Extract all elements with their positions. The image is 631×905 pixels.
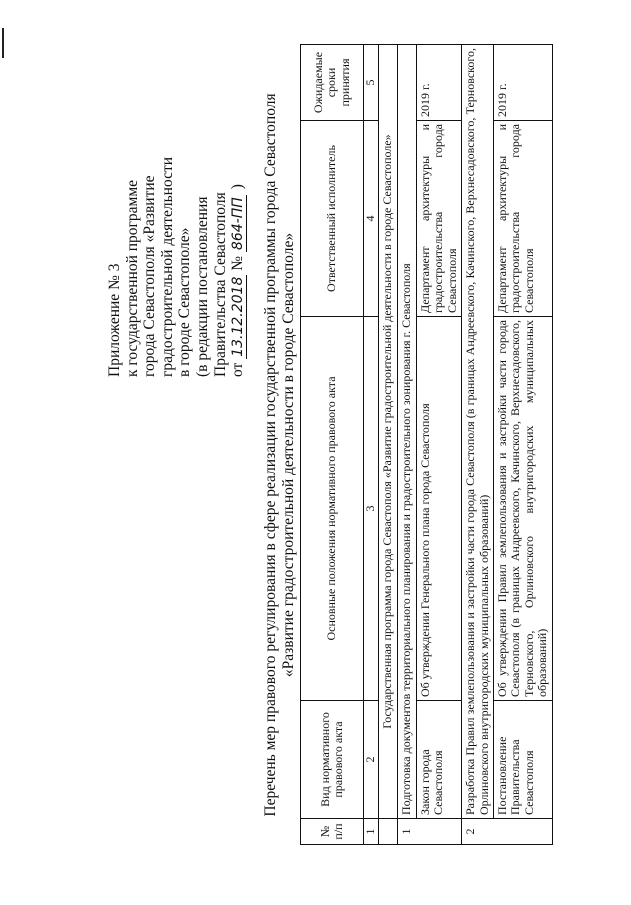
measures-table xyxy=(300,44,553,845)
section-1-act-provisions: Об утверждении Генерального плана города Севастополя xyxy=(417,317,462,701)
date-prefix: от xyxy=(229,362,247,377)
section-1-act-kind: Закон города Севастополя xyxy=(417,701,462,819)
section-2-row xyxy=(462,45,494,845)
section-1-act-terms: 2019 г. xyxy=(417,45,462,121)
section-2-title: Разработка Правил землепользования и застройки части города Севастополя (в границах Андреевского, Качинского, Верхнесадовского, Терновского, Орлиновского внутригородских муниципальных образований) xyxy=(462,45,494,819)
col-number-3: 3 xyxy=(364,317,379,701)
section-1-number: 1 xyxy=(398,819,462,845)
handwritten-date: 13.12.2018 xyxy=(230,276,247,357)
appendix-line-2: к государственной программе xyxy=(123,179,141,377)
handwritten-number: 864-ПП xyxy=(230,197,247,251)
section-2-number: 2 xyxy=(462,819,552,845)
col-number-1: 1 xyxy=(364,819,379,845)
section-2-act-terms: 2019 г. xyxy=(494,45,553,121)
title-line-1: Перечень мер правового регулирования в сфере реализации государственной программы города Севастополя xyxy=(262,93,279,817)
header-no: № п/п xyxy=(301,819,364,845)
col-number-5: 5 xyxy=(364,45,379,121)
appendix-line-5: в городе Севастополе» xyxy=(176,227,194,377)
section-2-act-executor: Департамент архитектуры и градостроительства города Севастополя xyxy=(494,121,553,317)
appendix-line-6: (в редакции постановления xyxy=(193,196,211,377)
section-2-act-kind: Постановление Правительства Севастополя xyxy=(494,701,553,819)
column-number-row xyxy=(364,45,379,845)
program-row-title: Государственная программа города Севастополя «Развитие градостроительной деятельности в городе Севастополе» xyxy=(379,45,398,819)
col-number-4: 4 xyxy=(364,121,379,317)
appendix-line-4: градостроительной деятельности xyxy=(158,156,176,377)
col-number-2: 2 xyxy=(364,701,379,819)
header-kind: Вид нормативного правового акта xyxy=(301,701,364,819)
section-1-title: Подготовка документов территориального планирования и градостроительного зонирования г. Севастополя xyxy=(398,45,417,819)
document-title xyxy=(262,45,298,865)
section-1-act-executor: Департамент архитектуры и градостроительства города Севастополя xyxy=(417,121,462,317)
header-provisions: Основные положения нормативного правового акта xyxy=(301,317,364,701)
program-row xyxy=(379,45,398,845)
title-line-2: «Развитие градостроительной деятельности в городе Севастополе» xyxy=(280,232,297,678)
appendix-date-line xyxy=(229,77,248,377)
section-2-act-provisions: Об утверждении Правил землепользования и застройки части города Севастополя (в границах Андреевского, Качинского, Верхнесадовского, Терновского, Орлиновского внутригородских муниципальных образований) xyxy=(494,317,553,701)
program-row-blank xyxy=(379,819,398,845)
appendix-block xyxy=(106,77,248,377)
header-executor: Ответственный исполнитель xyxy=(301,121,364,317)
closing-paren: ) xyxy=(229,184,247,190)
number-sign: № xyxy=(229,255,247,271)
section-1-act-row xyxy=(417,45,462,845)
appendix-line-7: Правительства Севастополя xyxy=(211,192,229,377)
header-terms: Ожидаемые сроки принятия xyxy=(301,45,364,121)
appendix-line-3: города Севастополя «Развитие xyxy=(141,175,159,377)
appendix-line-1: Приложение № 3 xyxy=(106,263,123,377)
section-1-row xyxy=(398,45,417,845)
section-2-act-row xyxy=(494,45,553,845)
header-row xyxy=(301,45,364,845)
